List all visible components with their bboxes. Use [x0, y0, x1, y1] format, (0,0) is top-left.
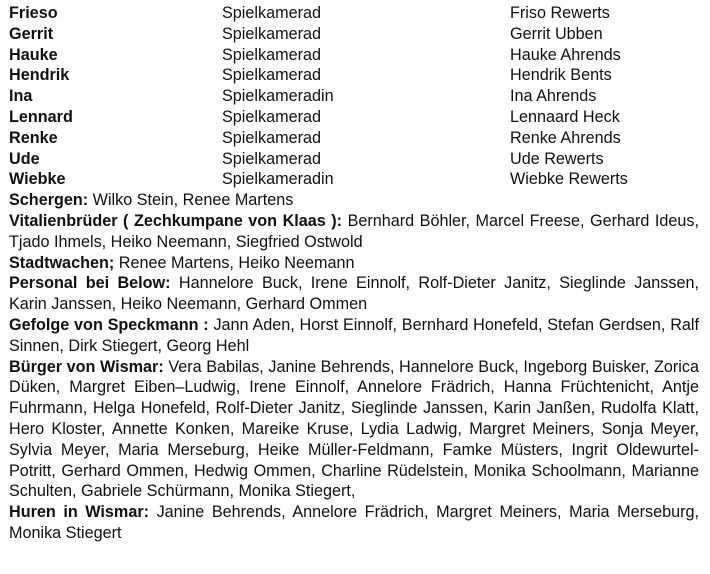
- group-members: Hannelore Buck, Irene Einnolf, Rolf-Dieter Janitz, Sieglinde Janssen, Karin Janssen, Heiko Neemann, Gerhard Ommen: [9, 274, 699, 314]
- group-members: Janine Behrends, Annelore Frädrich, Margret Meiners, Maria Merseburg, Monika Stiegert: [9, 503, 699, 542]
- group-personal-bei-below: [9, 273, 699, 315]
- actor-name: Wiebke Rewerts: [510, 170, 628, 189]
- actor-name: Ude Rewerts: [510, 149, 604, 168]
- group-buerger-von-wismar: [9, 357, 699, 503]
- group-schergen: [9, 190, 699, 211]
- character-name: Hendrik: [9, 66, 70, 85]
- character-role: Spielkamerad: [222, 128, 321, 147]
- cast-row: [9, 128, 628, 149]
- group-label: Bürger von Wismar:: [9, 357, 164, 376]
- group-label: Huren in Wismar:: [9, 503, 150, 522]
- cast-row: [9, 45, 628, 66]
- character-name: Ude: [9, 149, 40, 168]
- cast-row: [9, 107, 628, 128]
- group-members: Jann Aden, Horst Einnolf, Bernhard Honefeld, Stefan Gerdsen, Ralf Sinnen, Dirk Stiegert, Georg Hehl: [9, 315, 699, 355]
- actor-name: Ina Ahrends: [510, 87, 597, 106]
- group-huren-in-wismar: [9, 502, 699, 544]
- group-members: Renee Martens, Heiko Neemann: [114, 253, 355, 272]
- actor-name: Hendrik Bents: [510, 66, 612, 85]
- actor-name: Gerrit Ubben: [510, 24, 603, 43]
- character-name: Lennard: [9, 107, 73, 126]
- character-role: Spielkameradin: [222, 170, 334, 189]
- group-gefolge-von-speckmann: [9, 315, 699, 357]
- group-stadtwachen: [9, 253, 699, 274]
- character-name: Hauke: [9, 45, 58, 64]
- cast-row: [9, 65, 628, 86]
- character-role: Spielkamerad: [222, 107, 321, 126]
- group-label: Gefolge von Speckmann :: [9, 315, 209, 334]
- character-role: Spielkameradin: [222, 87, 334, 106]
- character-role: Spielkamerad: [222, 24, 321, 43]
- character-role: Spielkamerad: [222, 66, 321, 85]
- actor-name: Friso Rewerts: [510, 4, 610, 22]
- character-name: Wiebke: [9, 170, 66, 189]
- group-label: Vitalienbrüder ( Zechkumpane von Klaas ):: [9, 211, 343, 230]
- group-label: Stadtwachen;: [9, 253, 115, 272]
- actor-name: Hauke Ahrends: [510, 45, 621, 64]
- character-role: Spielkamerad: [222, 149, 321, 168]
- group-label: Schergen:: [9, 191, 89, 210]
- cast-row: [9, 86, 628, 107]
- character-name: Frieso: [9, 4, 58, 22]
- group-label: Personal bei Below:: [9, 274, 171, 293]
- group-members: Bernhard Böhler, Marcel Freese, Gerhard Ideus, Tjado Ihmels, Heiko Neemann, Siegfried Ostwold: [9, 211, 699, 251]
- character-name: Renke: [9, 128, 58, 147]
- character-role: Spielkamerad: [222, 45, 321, 64]
- ensemble-groups: [9, 190, 699, 544]
- actor-name: Renke Ahrends: [510, 128, 621, 147]
- group-members: Wilko Stein, Renee Martens: [88, 191, 294, 210]
- group-members: Vera Babilas, Janine Behrends, Hannelore Buck, Ingeborg Buisker, Zorica Düken, Margret Eiben–Ludwig, Irene Einnolf, Annelore Frädrich, Hanna Früchtenicht, Antje Fuhrmann, Helga Honefeld, Rolf-Dieter Janitz, Sieglinde Janssen, Karin Janßen, Rudolfa Klatt, Hero Kloster, Annette Konken, Mareike Kruse, Lydia Ladwig, Margret Meiners, Sonja Meyer, Sylvia Meyer, Maria Merseburg, Heike Müller-Feldmann, Famke Müsters, Ingrit Oldewurtel-Potritt, Gerhard Ommen, Hedwig Ommen, Charline Rüdelstein, Monika Schoolmann, Marianne Schulten, Gabriele Schürmann, Monika Stiegert,: [9, 357, 699, 501]
- cast-row: [9, 149, 628, 170]
- actor-name: Lennaard Heck: [510, 107, 620, 126]
- cast-row: [9, 24, 628, 45]
- character-name: Gerrit: [9, 24, 54, 43]
- group-vitalienbrueder: [9, 211, 699, 253]
- cast-row: [9, 169, 628, 190]
- cast-row: [9, 3, 628, 24]
- character-name: Ina: [9, 87, 33, 106]
- character-role: Spielkamerad: [222, 4, 321, 22]
- cast-table: [9, 3, 628, 190]
